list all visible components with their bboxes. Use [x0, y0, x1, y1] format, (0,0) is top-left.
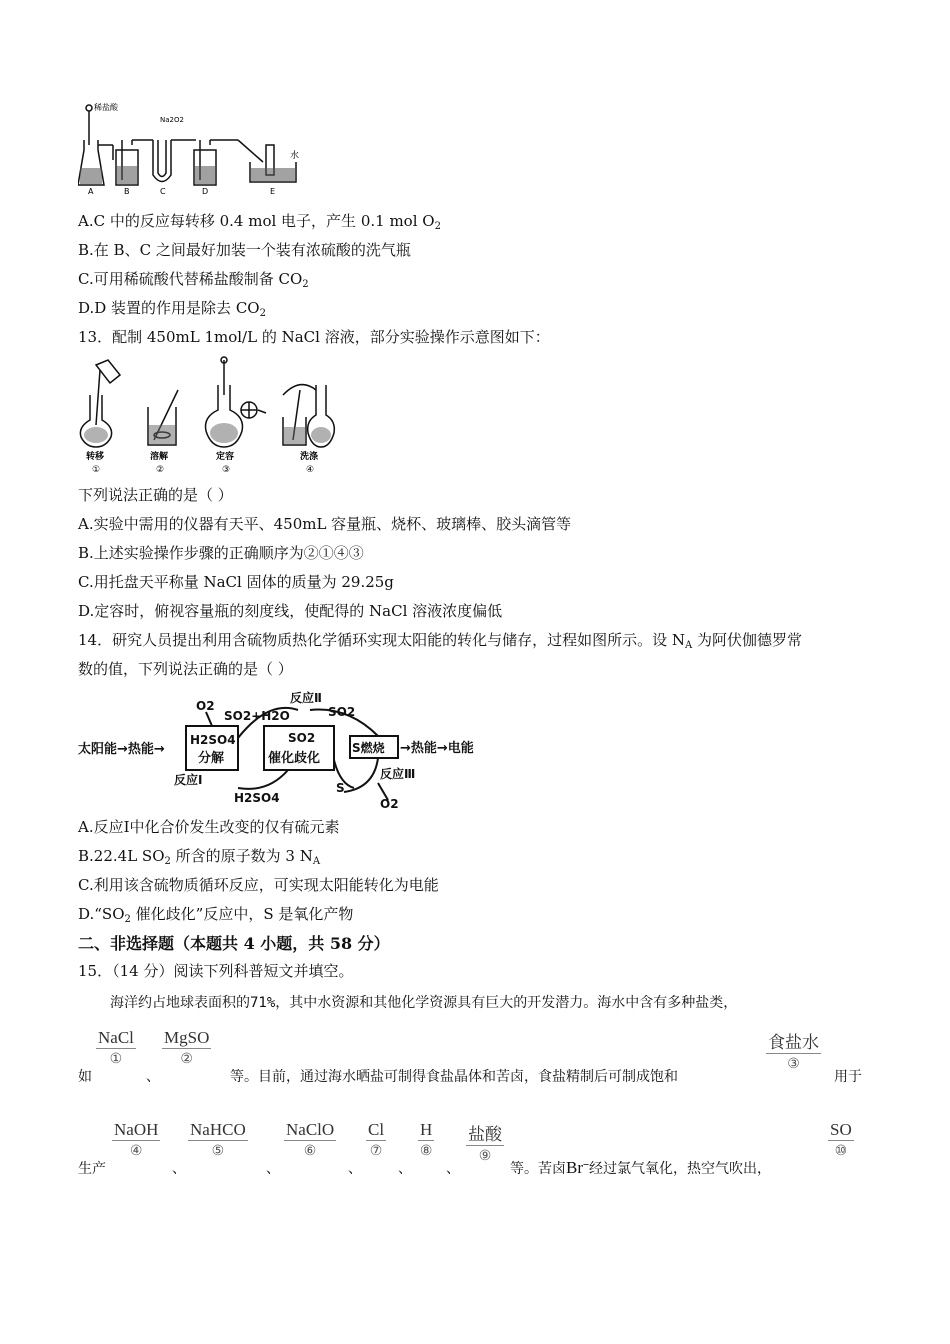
step3-label: 定容: [216, 452, 235, 462]
q13-option-a: A.实验中需用的仪器有天平、450mL 容量瓶、烧杯、玻璃棒、胶头滴管等: [78, 515, 572, 533]
cycle-drawing: [78, 688, 488, 810]
dia-so2-right: SO2: [328, 705, 356, 719]
dia-s: S: [336, 781, 345, 795]
blank-4: NaOH ④: [114, 1120, 159, 1159]
q12-option-d: D.D 装置的作用是除去 $CO_2$: [78, 299, 266, 319]
blank-1: NaCl ①: [98, 1028, 134, 1067]
label-B: B: [124, 187, 130, 195]
q12-option-c: C.可用稀硫酸代替稀盐酸制备 $CO_2$: [78, 270, 309, 290]
blank-2: MgSO ②: [164, 1028, 210, 1067]
label-E: E: [270, 187, 276, 195]
q15-row1-tail: 用于: [834, 1069, 862, 1085]
dia-r1: 反应Ⅰ: [174, 773, 203, 787]
q14-stem-line1: 14．研究人员提出利用含硫物质热化学循环实现太阳能的转化与储存，过程如图所示。设 $N_A$ 为阿伏伽德罗常: [78, 631, 802, 651]
q15-row1-pre: 如: [78, 1069, 92, 1085]
label-A: A: [88, 187, 94, 195]
q15-row2-sep-b: 、: [266, 1161, 280, 1177]
step2-num: ②: [156, 465, 165, 475]
dia-o2-top: O2: [196, 699, 215, 713]
q12-apparatus-figure: [78, 100, 308, 195]
dia-left: 太阳能→热能→: [78, 742, 165, 757]
blank-3: 食盐水 ③: [766, 1028, 821, 1072]
q15-row2-sep-d: 、: [398, 1161, 412, 1177]
q14-option-a: A.反应Ⅰ中化合价发生改变的仅有硫元素: [78, 818, 340, 836]
label-C: C: [160, 187, 166, 195]
dia-r3: 反应Ⅲ: [380, 767, 416, 781]
dia-box2-l1: SO2: [288, 731, 316, 745]
q12-option-b: B.在 B、C 之间最好加装一个装有浓硫酸的洗气瓶: [78, 241, 411, 259]
blank-10: SO ⑩: [830, 1120, 852, 1159]
q13-question: 下列说法正确的是（ ）: [78, 486, 233, 504]
label-acid: 稀盐酸: [94, 103, 118, 112]
blank-8: H ⑧: [419, 1120, 433, 1159]
q13-steps-figure: [78, 355, 343, 475]
q14-stem-line2: 数的值，下列说法正确的是（ ）: [78, 660, 293, 678]
section-heading: 二、非选择题（本题共 4 小题，共 58 分）: [78, 934, 390, 953]
step1-label: 转移: [86, 452, 105, 462]
q15-stem: 15．（14 分）阅读下列科普短文并填空。: [78, 962, 354, 980]
q14-option-c: C.利用该含硫物质循环反应，可实现太阳能转化为电能: [78, 876, 439, 894]
q13-option-c: C.用托盘天平称量 NaCl 固体的质量为 29.25g: [78, 573, 394, 591]
q13-option-d: D.定容时，俯视容量瓶的刻度线，使配得的 NaCl 溶液浓度偏低: [78, 602, 503, 620]
q15-row2-sep-e: 、: [446, 1161, 460, 1177]
blank-5: NaHCO ⑤: [190, 1120, 246, 1159]
blank-9: 盐酸 ⑨: [466, 1120, 504, 1164]
step1-num: ①: [92, 465, 101, 475]
blank-7: Cl ⑦: [368, 1120, 385, 1159]
label-na2o2: Na2O2: [160, 116, 184, 124]
dia-box1-l2: 分解: [198, 751, 225, 766]
dia-o2-bottom: O2: [380, 797, 399, 810]
q14-option-b: B.22.4L $SO_2$ 所含的原子数为 3 $N_A$: [78, 847, 321, 867]
dia-top-mid: SO2+H2O: [224, 709, 290, 723]
step2-label: 溶解: [150, 452, 169, 462]
steps-drawing: [78, 355, 343, 475]
q15-row1-mid: 等。目前，通过海水晒盐可制得食盐晶体和苦卤，食盐精制后可制成饱和: [230, 1069, 678, 1085]
step4-label: 洗涤: [300, 452, 319, 462]
q14-cycle-diagram: [78, 688, 488, 810]
dia-box1-l1: H2SO4: [190, 733, 236, 747]
step4-num: ④: [306, 465, 315, 475]
step3-num: ③: [222, 465, 231, 475]
q15-row2-mid: 等。苦卤Br−经过氯气氧化，热空气吹出，: [510, 1158, 772, 1177]
dia-box2-l2: 催化歧化: [268, 751, 321, 766]
dia-r2: 反应Ⅱ: [290, 691, 322, 705]
apparatus-drawing: [78, 100, 308, 195]
q14-option-d: $D.“SO_2$ 催化歧化”反应中，S 是氧化产物: [78, 905, 354, 925]
q13-option-b: B.上述实验操作步骤的正确顺序为②①④③: [78, 544, 364, 562]
q12-option-a: A.C 中的反应每转移 0.4 mol 电子，产生 0.1 mol $O_2$: [78, 212, 441, 232]
dia-h2so4: H2SO4: [234, 791, 280, 805]
q15-row2-sep-a: 、: [172, 1161, 186, 1177]
blank-6: NaClO ⑥: [286, 1120, 335, 1159]
dia-right: →热能→电能: [400, 741, 474, 756]
q15-row2-sep-c: 、: [348, 1161, 362, 1177]
q15-row1-sep1: 、: [146, 1069, 160, 1085]
label-water: 水: [290, 151, 300, 161]
q13-stem: 13．配制 450mL 1mol/L 的 NaCl 溶液，部分实验操作示意图如下：: [78, 328, 550, 346]
label-D: D: [202, 187, 209, 195]
q15-row2-pre: 生产: [78, 1161, 106, 1177]
q15-paragraph: 海洋约占地球表面积的71%，其中水资源和其他化学资源具有巨大的开发潜力。海水中含有多种盐类，: [110, 995, 738, 1011]
dia-box3: S燃烧: [352, 741, 385, 755]
